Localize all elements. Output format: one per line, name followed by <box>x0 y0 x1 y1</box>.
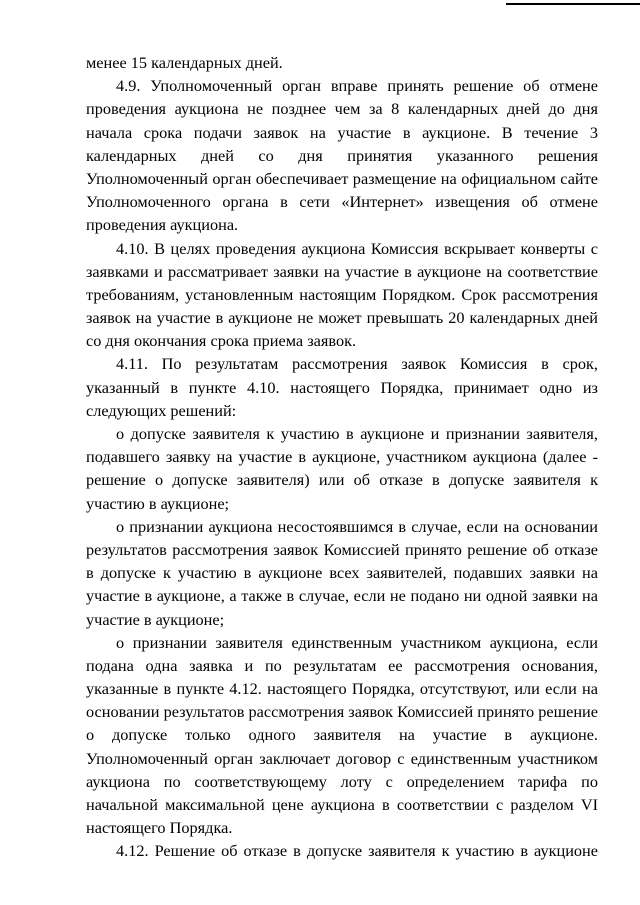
text-line: заявок на участие в аукционе не может превышать 20 календарных дней <box>86 308 598 328</box>
paragraph-4-12 <box>86 839 598 862</box>
text-line: о допуске заявителя к участию в аукционе и признании заявителя, <box>116 424 598 443</box>
text-line: следующих решений: <box>86 400 237 420</box>
text-line: 4.12. Решение об отказе в допуске заявителя к участию в аукционе <box>116 841 598 861</box>
text-line: начальной максимальной цене аукциона в соответствии с разделом VI <box>86 795 598 814</box>
text-line: результатов рассмотрения заявок Комиссией принято решение об отказе <box>86 539 598 559</box>
text-line: основании результатов рассмотрения заявок Комиссией принято решение <box>86 702 598 722</box>
document-page <box>86 51 598 863</box>
text-line: настоящего Порядка. <box>86 818 233 838</box>
text-line: в допуске к участию в аукционе всех заявителей, подавших заявки на <box>86 563 598 583</box>
paragraph-4-10 <box>86 237 598 353</box>
paragraph-decision-failed-auction <box>86 515 598 631</box>
text-line: участию в аукционе; <box>86 493 230 513</box>
text-line: начала срока подачи заявок на участие в аукционе. В течение 3 <box>86 122 598 142</box>
paragraph-continuation <box>86 51 598 74</box>
text-line: календарных дней со дня принятия указанного решения <box>86 145 598 165</box>
text-line: решение о допуске заявителя) или об отказе в допуске заявителя к <box>86 470 598 490</box>
text-line: заявками и рассматривает заявки на участие в аукционе на соответствие <box>86 261 598 281</box>
text-line: менее 15 календарных дней. <box>86 53 283 72</box>
text-line: аукциона по соответствующему лоту с определением тарифа по <box>86 771 598 791</box>
text-line: о признании аукциона несостоявшимся в случае, если на основании <box>116 516 598 536</box>
text-line: указанные в пункте 4.12. настоящего Порядка, отсутствуют, или если на <box>86 679 598 699</box>
text-line: о допуске только одного заявителя на участие в аукционе. <box>86 725 598 745</box>
text-line: 4.11. По результатам рассмотрения заявок Комиссия в срок, <box>116 354 598 374</box>
text-line: Уполномоченного органа в сети «Интернет» извещения об отмене <box>86 192 598 212</box>
text-line: проведения аукциона не позднее чем за 8 календарных дней до дня <box>86 99 598 119</box>
paragraph-4-11 <box>86 352 598 422</box>
text-line: требованиям, установленным настоящим Порядком. Срок рассмотрения <box>86 284 598 304</box>
text-line: подана одна заявка и по результатам ее рассмотрения основания, <box>86 655 598 675</box>
text-line: 4.9. Уполномоченный орган вправе принять решение об отмене <box>116 76 598 96</box>
text-line: со дня окончания срока приема заявок. <box>86 331 357 351</box>
paragraph-4-9 <box>86 74 598 236</box>
paragraph-decision-single-participant <box>86 631 598 840</box>
text-line: участие в аукционе, а также в случае, если не подано ни одной заявки на <box>86 586 598 606</box>
text-line: подавшего заявку на участие в аукционе, участником аукциона (далее - <box>86 447 598 467</box>
text-line: Уполномоченный орган заключает договор с единственным участником <box>86 748 598 768</box>
text-line: о признании заявителя единственным участником аукциона, если <box>116 632 598 652</box>
text-line: указанный в пункте 4.10. настоящего Порядка, принимает одно из <box>86 377 598 397</box>
text-line: участие в аукционе; <box>86 609 225 629</box>
text-line: 4.10. В целях проведения аукциона Комиссия вскрывает конверты с <box>116 238 598 258</box>
text-line: проведения аукциона. <box>86 215 239 235</box>
header-rule <box>506 3 640 5</box>
text-line: Уполномоченный орган обеспечивает размещение на официальном сайте <box>86 168 598 188</box>
paragraph-decision-admission <box>86 422 598 515</box>
